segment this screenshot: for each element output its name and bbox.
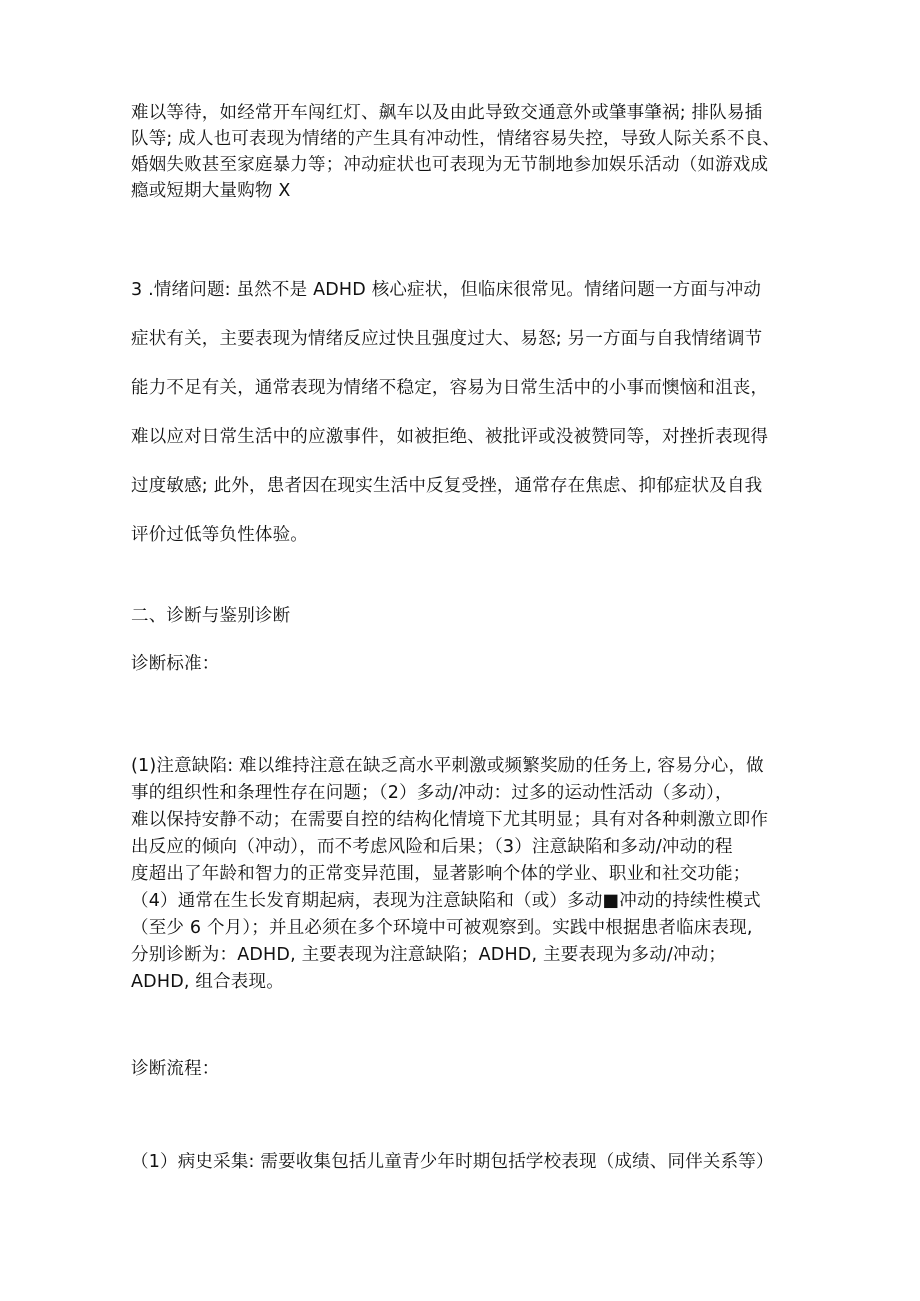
text-line: （至少 6 个月）；并且必须在多个环境中可被观察到。实践中根据患者临床表现, <box>131 918 753 938</box>
text-line: （1）病史采集: 需要收集包括儿童青少年时期包括学校表现（成绩、同伴关系等） <box>131 1152 774 1172</box>
text-line: 难以应对日常生活中的应激事件，如被拒绝、被批评或没被赞同等，对挫折表现得 <box>131 427 769 447</box>
criteria-heading: 诊断标准： <box>131 654 220 674</box>
text-line: 过度敏感; 此外，患者因在现实生活中反复受挫，通常存在焦虑、抑郁症状及自我 <box>131 476 763 496</box>
text-line: ADHD, 组合表现。 <box>131 972 284 992</box>
text-line: 3 .情绪问题: 虽然不是 ADHD 核心症状，但临床很常见。情绪问题一方面与冲动 <box>131 280 762 300</box>
paragraph-history-taking <box>131 1149 806 1175</box>
paragraph-impulsivity-continued <box>131 100 806 204</box>
paragraph-diagnostic-criteria <box>131 753 806 996</box>
text-line: 分别诊断为：ADHD, 主要表现为注意缺陷；ADHD, 主要表现为多动/冲动； <box>131 945 727 965</box>
text-line: 婚姻失败甚至家庭暴力等；冲动症状也可表现为无节制地参加娱乐活动（如游戏成 <box>131 155 769 175</box>
text-line: 事的组织性和条理性存在问题；（2）多动/冲动：过多的运动性活动（多动）， <box>131 783 733 803</box>
text-line: 队等; 成人也可表现为情绪的产生具有冲动性，情绪容易失控，导致人际关系不良、 <box>131 129 781 149</box>
text-line: 度超出了年龄和智力的正常变异范围，显著影响个体的学业、职业和社交功能； <box>131 864 751 884</box>
text-line: 瘾或短期大量购物 X <box>131 181 291 201</box>
paragraph-emotional-problems <box>131 266 806 560</box>
process-heading: 诊断流程： <box>131 1059 220 1079</box>
text-line: 症状有关，主要表现为情绪反应过快且强度过大、易怒; 另一方面与自我情绪调节 <box>131 329 763 349</box>
text-line: （4）通常在生长发育期起病，表现为注意缺陷和（或）多动■冲动的持续性模式 <box>131 891 761 911</box>
section-heading: 二、诊断与鉴别诊断 <box>131 606 291 626</box>
text-line: 能力不足有关，通常表现为情绪不稳定，容易为日常生活中的小事而懊恼和沮丧， <box>131 378 769 398</box>
text-line: (1)注意缺陷: 难以维持注意在缺乏高水平刺激或频繁奖励的任务上, 容易分心，做 <box>131 756 764 776</box>
text-line: 评价过低等负性体验。 <box>131 525 308 545</box>
text-line: 难以保持安静不动；在需要自控的结构化情境下尤其明显；具有对各种刺激立即作 <box>131 810 769 830</box>
text-line: 难以等待，如经常开车闯红灯、飙车以及由此导致交通意外或肇事肇祸; 排队易插 <box>131 103 763 123</box>
text-line: 出反应的倾向（冲动），而不考虑风险和后果；（3）注意缺陷和多动/冲动的程 <box>131 837 733 857</box>
